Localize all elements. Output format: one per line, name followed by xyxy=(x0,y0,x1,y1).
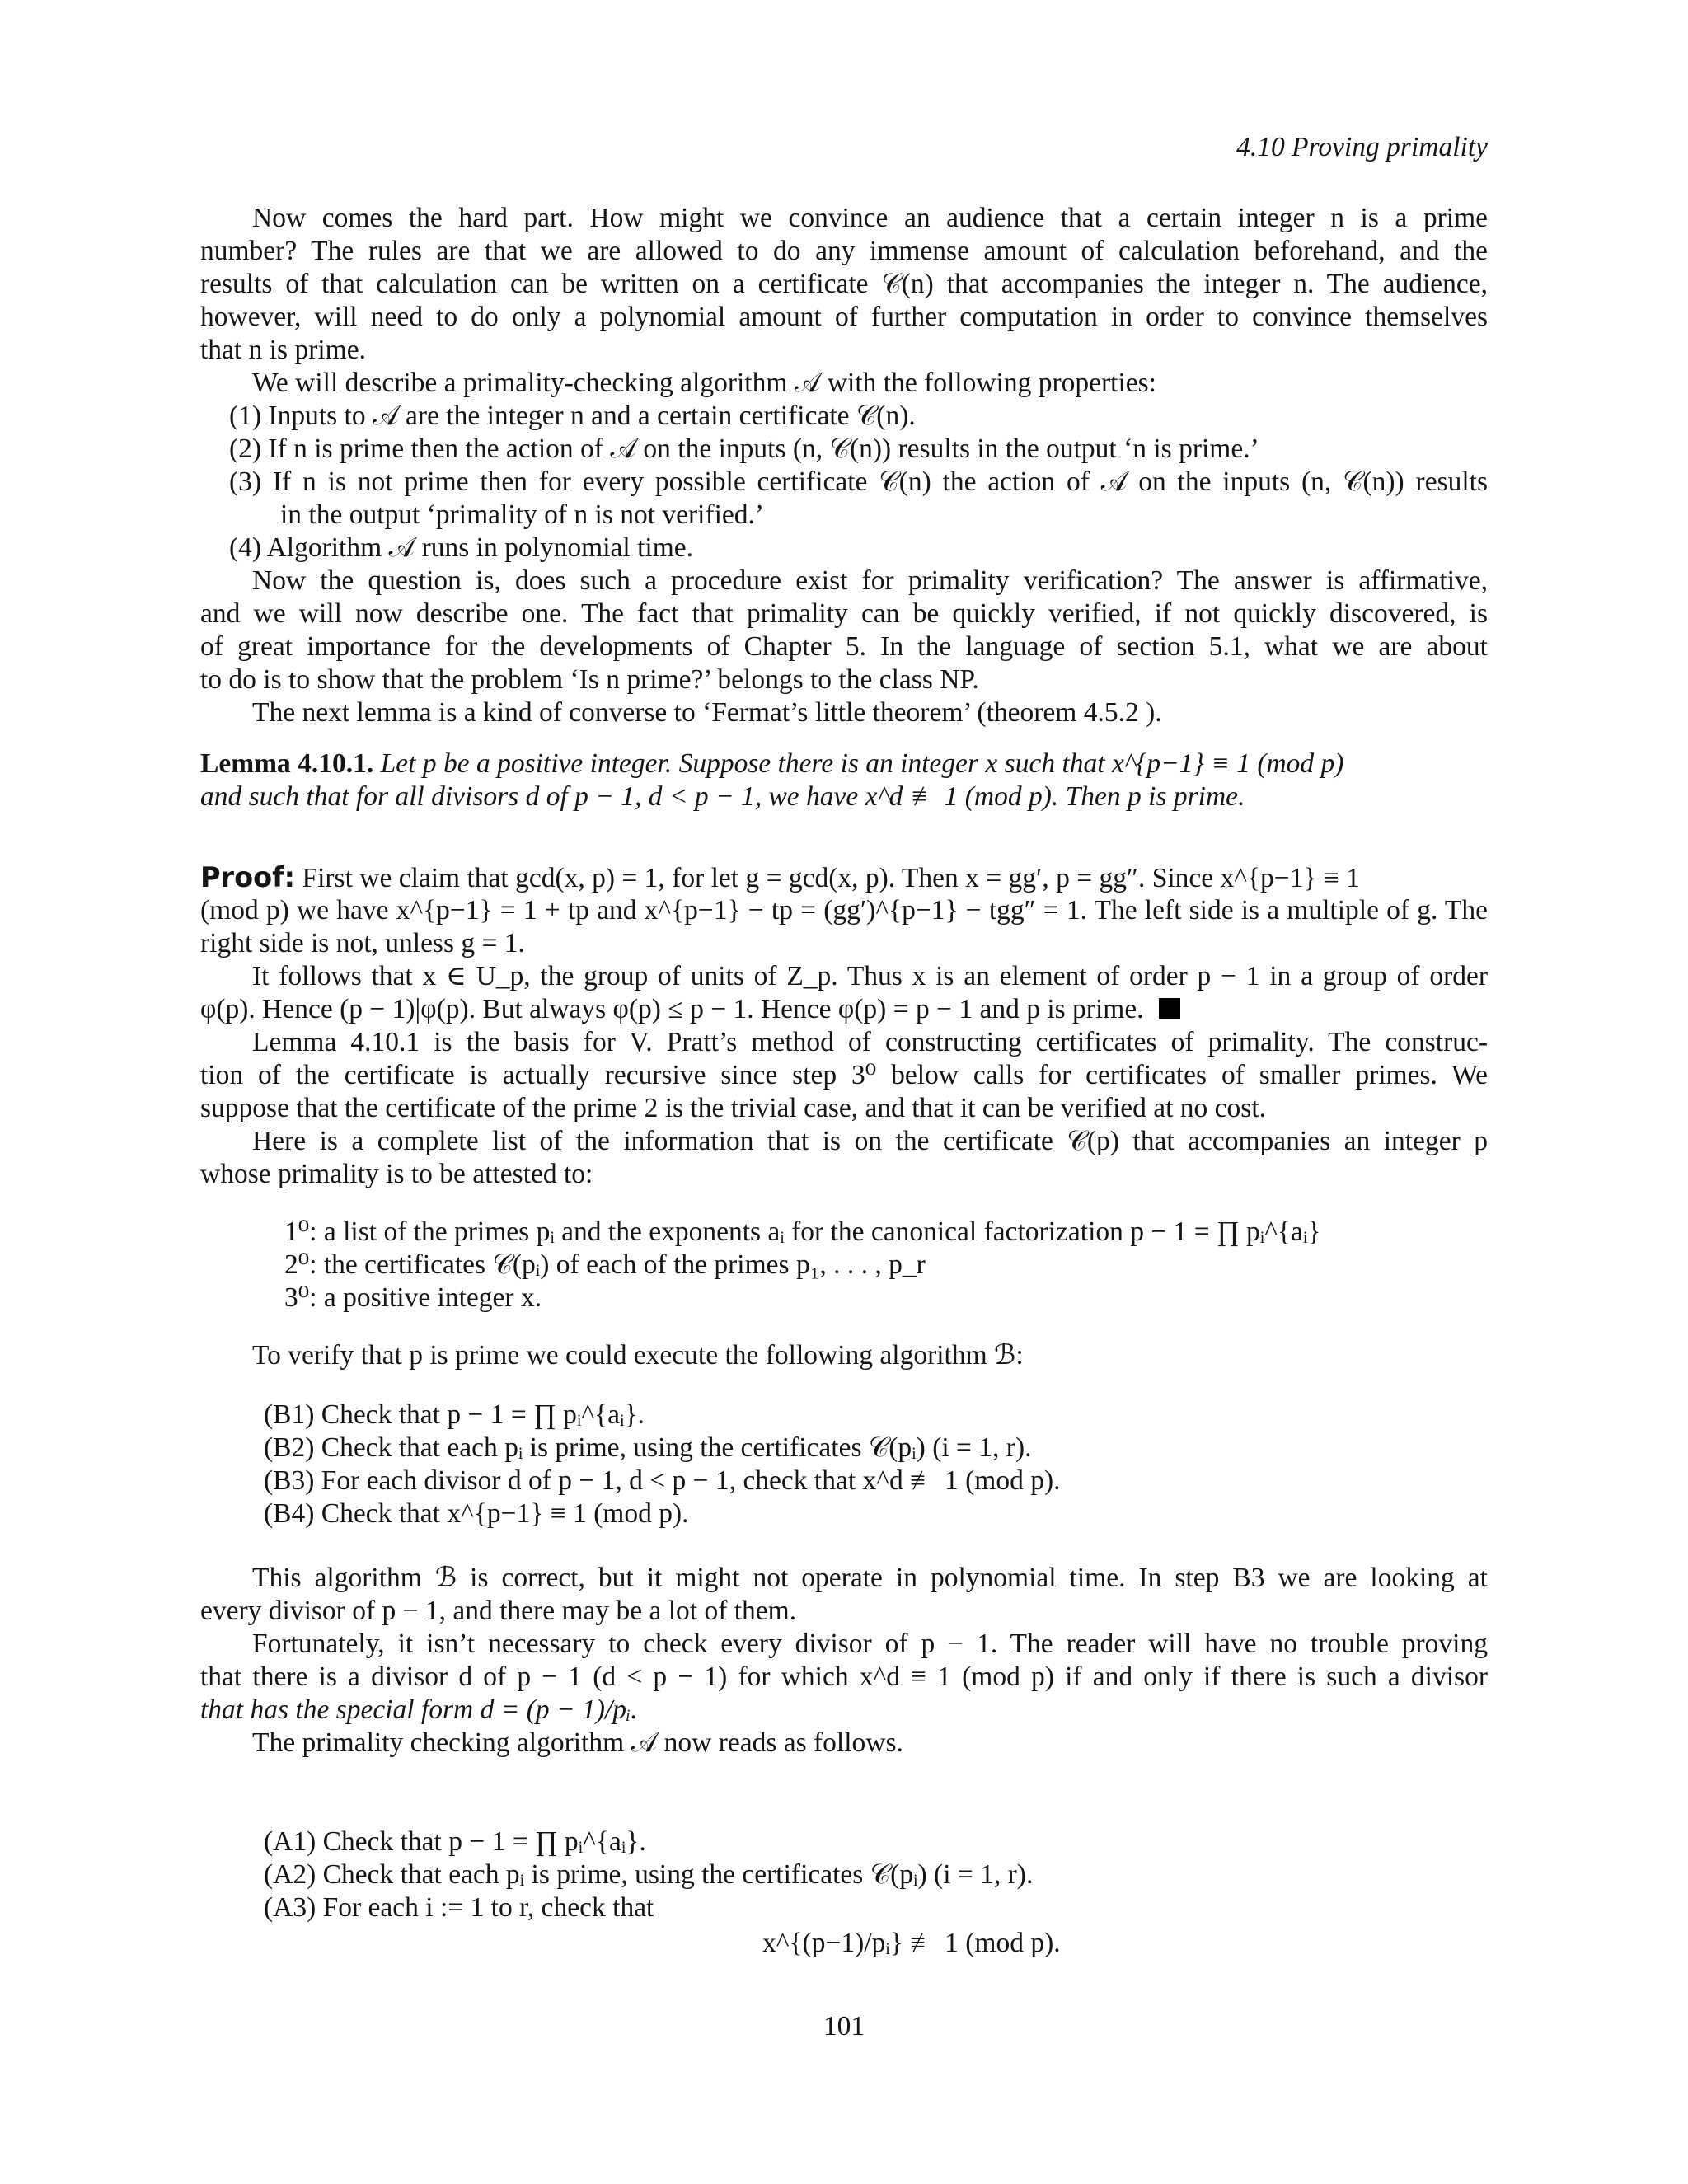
text-line: It follows that x ∈ U_p, the group of units of Z_p. Thus x is an element of order p − 1 in a group of order xyxy=(252,961,1488,991)
text-line: Here is a complete list of the information that is on the certificate 𝒞(p) that accompanies an integer p xyxy=(252,1126,1488,1156)
list-item: (2) If n is prime then the action of 𝒜 on the inputs (n, 𝒞(n)) results in the output ‘n is prime.’ xyxy=(229,434,1259,464)
text-line: right side is not, unless g = 1. xyxy=(200,928,525,958)
text-line: that n is prime. xyxy=(200,335,366,365)
list-item: (1) Inputs to 𝒜 are the integer n and a certain certificate 𝒞(n). xyxy=(229,401,916,431)
text-line: whose primality is to be attested to: xyxy=(200,1159,593,1189)
text-line: tion of the certificate is actually recursive since step 3⁰ below calls for certificates of smaller primes. We xyxy=(200,1060,1488,1090)
text-line: Now the question is, does such a procedure exist for primality verification? The answer is affirmative, xyxy=(252,565,1488,596)
proof xyxy=(200,861,1488,895)
algorithm-step: (B1) Check that p − 1 = ∏ pᵢ^{aᵢ}. xyxy=(264,1399,645,1430)
cert-item: 3⁰: a positive integer x. xyxy=(284,1282,542,1313)
running-header: 4.10 Proving primality xyxy=(1236,132,1488,162)
text-line: To verify that p is prime we could execute the following algorithm ℬ: xyxy=(252,1340,1024,1371)
text-line: Fortunately, it isn’t necessary to check every divisor of p − 1. The reader will have no trouble proving xyxy=(252,1629,1488,1659)
algorithm-step: (B3) For each divisor d of p − 1, d < p − 1, check that x^d ≢ 1 (mod p). xyxy=(264,1465,1061,1496)
list-item: (4) Algorithm 𝒜 runs in polynomial time. xyxy=(229,532,693,563)
text-line: that has the special form d = (p − 1)/pᵢ. xyxy=(200,1694,638,1725)
text-line: Now comes the hard part. How might we convince an audience that a certain integer n is a prime xyxy=(252,203,1488,233)
algorithm-step: (A3) For each i := 1 to r, check that xyxy=(264,1892,654,1923)
cert-item: 2⁰: the certificates 𝒞(pᵢ) of each of the primes p₁, . . . , p_r xyxy=(284,1249,926,1280)
text-line: The primality checking algorithm 𝒜 now reads as follows. xyxy=(252,1727,903,1758)
text-line: that there is a divisor d of p − 1 (d < p − 1) for which x^d ≡ 1 (mod p) if and only if there is such a divisor xyxy=(200,1661,1488,1692)
list-item: (3) If n is not prime then for every possible certificate 𝒞(n) the action of 𝒜 on the inputs (n, 𝒞(n)) results xyxy=(229,466,1488,497)
text-line: φ(p). Hence (p − 1)|φ(p). But always φ(p) ≤ p − 1. Hence φ(p) = p − 1 and p is prime. xyxy=(200,993,1488,1026)
text-line: We will describe a primality-checking algorithm 𝒜 with the following properties: xyxy=(252,368,1156,398)
lemma-text: Let p be a positive integer. Suppose there is an integer x such that x^{p−1} ≡ 1 (mod p) xyxy=(380,748,1344,779)
text-line: of great importance for the developments of Chapter 5. In the language of section 5.1, what we are about xyxy=(200,631,1488,662)
text-line: number? The rules are that we are allowed to do any immense amount of calculation beforehand, and the xyxy=(200,236,1488,266)
cert-item: 1⁰: a list of the primes pᵢ and the exponents aᵢ for the canonical factorization p − 1 = ∏ pᵢ^{aᵢ} xyxy=(284,1216,1321,1247)
proof-label: Proof: xyxy=(200,861,296,893)
text-line: suppose that the certificate of the prime 2 is the trivial case, and that it can be verified at no cost. xyxy=(200,1093,1267,1123)
display-equation: x^{(p−1)/pᵢ} ≢ 1 (mod p). xyxy=(762,1928,1061,1958)
text-line: results of that calculation can be written on a certificate 𝒞(n) that accompanies the integer n. The audience, xyxy=(200,269,1488,299)
algorithm-step: (A2) Check that each pᵢ is prime, using the certificates 𝒞(pᵢ) (i = 1, r). xyxy=(264,1859,1034,1890)
text-line: This algorithm ℬ is correct, but it might not operate in polynomial time. In step B3 we are looking at xyxy=(252,1563,1488,1593)
lemma xyxy=(200,748,1488,780)
algorithm-step: (A1) Check that p − 1 = ∏ pᵢ^{aᵢ}. xyxy=(264,1826,646,1857)
text-line: and we will now describe one. The fact that primality can be quickly verified, if not quickly discovered, is xyxy=(200,598,1488,629)
list-item: in the output ‘primality of n is not verified.’ xyxy=(280,499,765,530)
lemma-text: and such that for all divisors d of p − 1, d < p − 1, we have x^d ≢ 1 (mod p). Then p is prime. xyxy=(200,781,1245,812)
text-line: Lemma 4.10.1 is the basis for V. Pratt’s method of constructing certificates of primality. The construc- xyxy=(252,1027,1488,1057)
algorithm-step: (B2) Check that each pᵢ is prime, using the certificates 𝒞(pᵢ) (i = 1, r). xyxy=(264,1432,1032,1463)
qed-square-icon xyxy=(1159,998,1180,1019)
proof-text: First we claim that gcd(x, p) = 1, for let g = gcd(x, p). Then x = gg′, p = gg″. Since x^{p−1} ≡ 1 xyxy=(302,863,1360,893)
text-line: The next lemma is a kind of converse to ‘Fermat’s little theorem’ (theorem 4.5.2 ). xyxy=(252,697,1162,728)
text-line: however, will need to do only a polynomial amount of further computation in order to convince themselves xyxy=(200,302,1488,332)
text-line: every divisor of p − 1, and there may be a lot of them. xyxy=(200,1596,797,1626)
text-line: to do is to show that the problem ‘Is n prime?’ belongs to the class NP. xyxy=(200,664,979,695)
text-line: (mod p) we have x^{p−1} = 1 + tp and x^{p−1} − tp = (gg′)^{p−1} − tgg″ = 1. The left side is a multiple of g. The xyxy=(200,895,1488,926)
algorithm-step: (B4) Check that x^{p−1} ≡ 1 (mod p). xyxy=(264,1498,689,1529)
lemma-label: Lemma 4.10.1. xyxy=(200,748,374,779)
page-number: 101 xyxy=(823,2011,865,2041)
